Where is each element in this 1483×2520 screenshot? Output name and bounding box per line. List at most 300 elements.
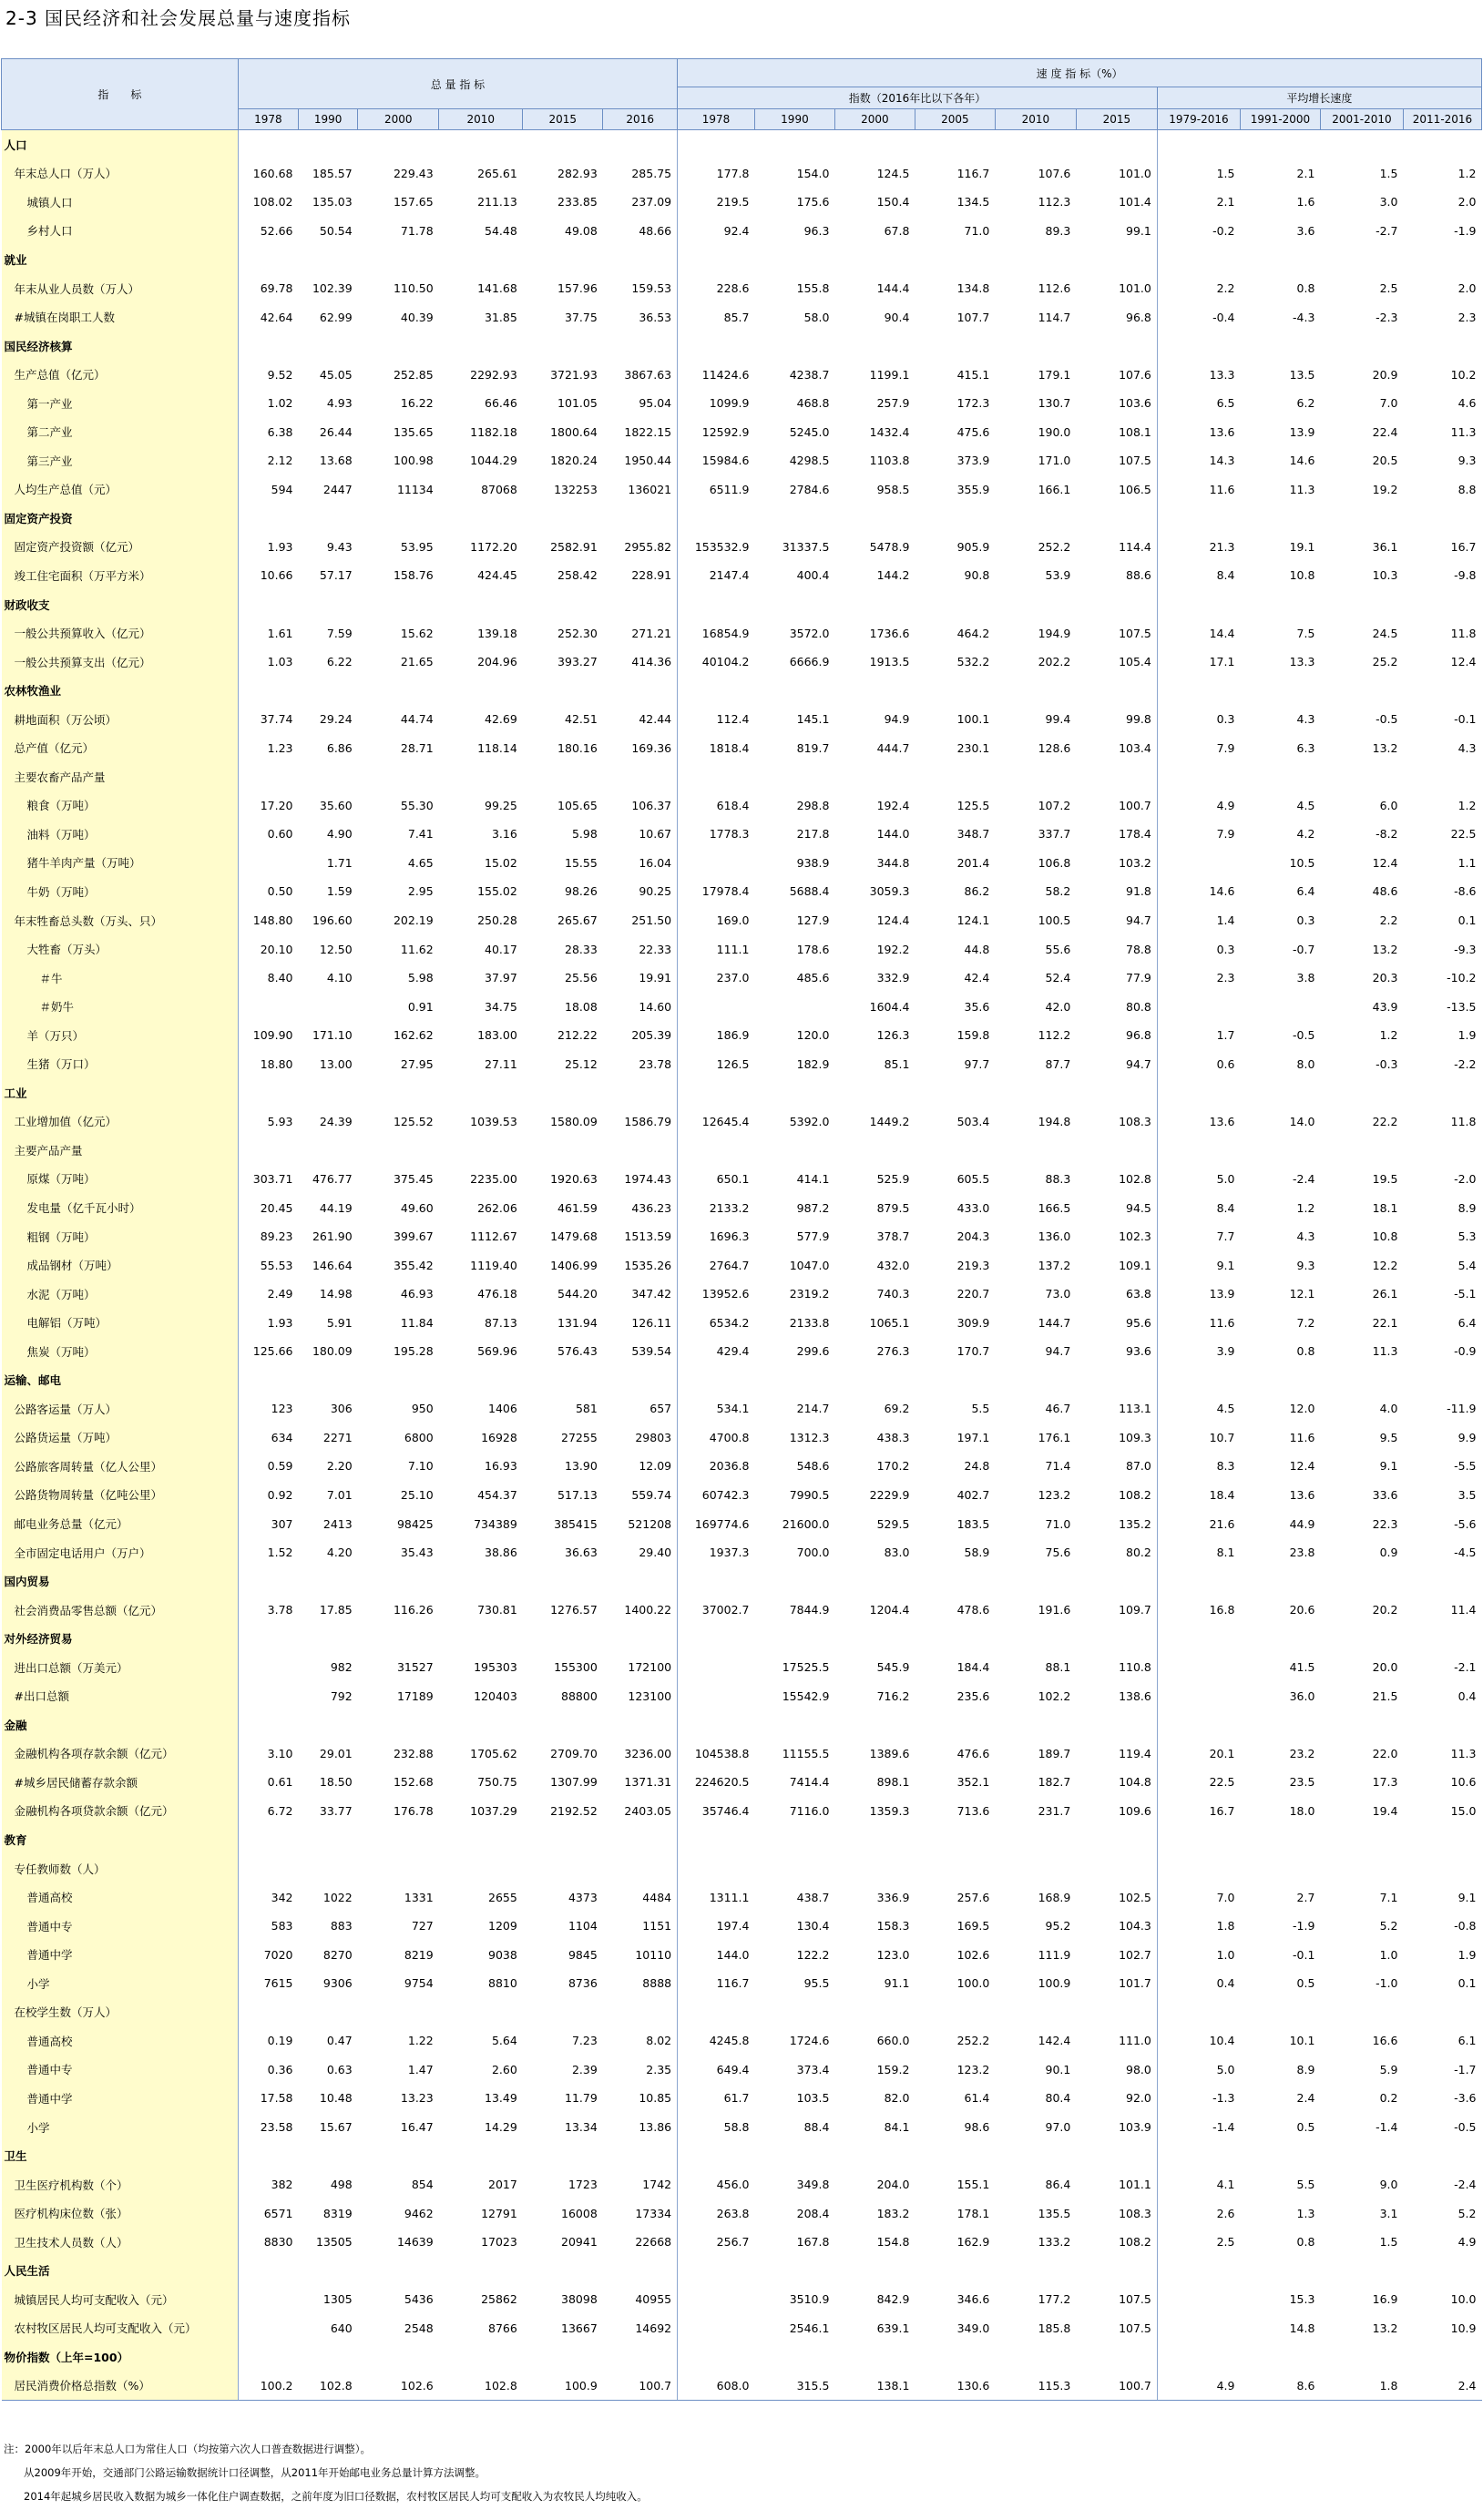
cell-value: 1099.9 [709, 396, 750, 411]
cell-value [523, 2141, 603, 2170]
cell-value: 17.3 [1372, 1775, 1398, 1790]
cell-value: -1.3 [1212, 2091, 1235, 2106]
cell-value [523, 1624, 603, 1653]
cell-value [678, 849, 755, 878]
cell-value [238, 1825, 298, 1854]
cell-value [603, 2256, 678, 2285]
cell-value [678, 2285, 755, 2314]
cell-value: 521208 [603, 1509, 678, 1538]
cell-value: 1406 [488, 1402, 517, 1416]
cell-value [299, 245, 358, 274]
cell-value [358, 2141, 439, 2170]
cell-value: 0.60 [267, 827, 293, 842]
table-row [2, 820, 1482, 849]
cell-value: 1406.99 [550, 1258, 598, 1272]
row-label: 第二产业 [2, 417, 239, 446]
cell-value: 16854.9 [701, 626, 750, 640]
cell-value: 93.6 [1076, 1337, 1157, 1366]
cell-value: 7.0 [1216, 1890, 1235, 1904]
cell-value [299, 1136, 358, 1165]
cell-value: -0.5 [1454, 2120, 1477, 2134]
cell-value [1240, 1710, 1320, 1740]
cell-value: 108.1 [1076, 417, 1157, 446]
cell-value: 13.2 [1372, 740, 1398, 755]
cell-value [1157, 1624, 1240, 1653]
row-label: 金融 [2, 1710, 239, 1740]
cell-value: 106.8 [1038, 855, 1071, 870]
cell-value [834, 1624, 915, 1653]
cell-value: 265.61 [477, 166, 517, 180]
cell-value: 37.74 [260, 712, 293, 727]
cell-value: 13.6 [1289, 1487, 1315, 1502]
cell-value: 399.67 [393, 1229, 434, 1244]
cell-value [439, 1710, 523, 1740]
cell-value: 92.0 [1076, 2084, 1157, 2113]
cell-value: 87.7 [1045, 1056, 1071, 1071]
cell-value: 15542.9 [782, 1689, 830, 1703]
cell-value: 177.2 [1038, 2292, 1071, 2307]
cell-value [238, 2314, 298, 2343]
cell-value: 3.8 [1296, 971, 1315, 985]
cell-value [915, 1854, 995, 1883]
cell-value: 232.88 [393, 1746, 434, 1760]
cell-value: 23.2 [1289, 1746, 1315, 1760]
cell-value: 170.7 [956, 1344, 990, 1359]
cell-value [523, 2342, 603, 2372]
row-label: 居民消费价格总指数（%） [2, 2372, 239, 2401]
cell-value: 282.93 [557, 166, 598, 180]
cell-value [439, 1566, 523, 1596]
cell-value: 123.0 [876, 1947, 910, 1962]
cell-value: 299.6 [796, 1344, 830, 1359]
cell-value: 10.1 [1289, 2034, 1315, 2048]
cell-value [238, 130, 298, 159]
row-label: 第三产业 [2, 446, 239, 475]
cell-value [995, 762, 1076, 791]
header-speed: 速 度 指 标（%） [678, 59, 1482, 87]
cell-value: 20.45 [260, 1200, 293, 1215]
cell-value: 352.1 [956, 1775, 990, 1790]
cell-value: -0.4 [1212, 310, 1235, 324]
cell-value: 0.1 [1457, 1976, 1477, 1991]
cell-value [678, 1566, 755, 1596]
cell-value [1320, 245, 1403, 274]
table-row [2, 1653, 1482, 1682]
cell-value: 27.11 [485, 1056, 517, 1071]
cell-value [523, 1710, 603, 1740]
header-year: 2010 [439, 109, 523, 130]
cell-value [915, 332, 995, 361]
cell-value: 649.4 [716, 2062, 750, 2076]
cell-value: 12645.4 [701, 1114, 750, 1128]
cell-value: 2.3 [1457, 310, 1477, 324]
cell-value: 4.5 [1216, 1402, 1235, 1416]
cell-value [1157, 1078, 1240, 1107]
cell-value: 126.5 [716, 1056, 750, 1071]
cell-value: 99.4 [1045, 712, 1071, 727]
cell-value: 154.0 [796, 166, 830, 180]
row-label: 年末总人口（万人） [2, 159, 239, 189]
cell-value: 1.03 [267, 655, 293, 669]
cell-value [754, 1854, 834, 1883]
cell-value: 14.0 [1289, 1114, 1315, 1128]
cell-value [754, 1825, 834, 1854]
cell-value: 100.7 [1076, 2372, 1157, 2401]
cell-value [754, 2141, 834, 2170]
cell-value [439, 762, 523, 791]
cell-value [299, 130, 358, 159]
table-row [2, 360, 1482, 389]
cell-value [358, 1366, 439, 1395]
row-label: 一般公共预算支出（亿元） [2, 648, 239, 677]
row-label: 卫生 [2, 2141, 239, 2170]
cell-value: 17334 [603, 2199, 678, 2228]
cell-value: 192.4 [876, 798, 910, 812]
cell-value: 108.2 [1076, 1481, 1157, 1510]
cell-value: 88800 [561, 1689, 598, 1703]
cell-value: 197.4 [716, 1919, 750, 1933]
cell-value: 96.3 [803, 223, 830, 238]
cell-value: 196.60 [312, 913, 353, 928]
cell-value [1240, 2342, 1320, 2372]
cell-value: 13.90 [565, 1459, 598, 1474]
cell-value: 125.66 [252, 1344, 293, 1359]
cell-value: 315.5 [754, 2372, 834, 2401]
cell-value: 13.86 [603, 2113, 678, 2142]
section-row [2, 1078, 1482, 1107]
cell-value: 40.17 [485, 942, 517, 956]
cell-value: 148.80 [252, 913, 293, 928]
header-year: 2010 [995, 109, 1076, 130]
cell-value: 11.4 [1450, 1603, 1477, 1617]
cell-value: 9.52 [267, 367, 293, 382]
section-row [2, 130, 1482, 159]
cell-value [603, 1078, 678, 1107]
cell-value: 250.28 [477, 913, 517, 928]
cell-value: 124.1 [956, 913, 990, 928]
cell-value [523, 504, 603, 533]
cell-value: 28.71 [400, 740, 434, 755]
cell-value: 144.7 [1038, 1315, 1071, 1330]
cell-value: 1.0 [1216, 1947, 1235, 1962]
cell-value: 11.62 [400, 942, 434, 956]
table-row [2, 1538, 1482, 1567]
cell-value: 1513.59 [603, 1222, 678, 1251]
cell-value [678, 1682, 755, 1711]
cell-value: 42.4 [964, 971, 990, 985]
cell-value: 1037.29 [470, 1803, 517, 1818]
cell-value [754, 245, 834, 274]
cell-value: 2.39 [571, 2062, 598, 2076]
cell-value: 5436 [404, 2292, 434, 2307]
cell-value: 2.1 [1216, 195, 1235, 209]
cell-value: 228.91 [603, 561, 678, 590]
header-year: 2015 [523, 109, 603, 130]
cell-value [1404, 1366, 1482, 1395]
cell-value: 9.9 [1457, 1430, 1477, 1444]
cell-value [1240, 1624, 1320, 1653]
cell-value: 36.63 [565, 1546, 598, 1560]
cell-value [1404, 1136, 1482, 1165]
cell-value: 1535.26 [603, 1250, 678, 1280]
cell-value: 8888 [603, 1969, 678, 1998]
cell-value: 1209 [488, 1919, 517, 1933]
cell-value: 285.75 [603, 159, 678, 189]
cell-value: 22.0 [1372, 1746, 1398, 1760]
cell-value [523, 1136, 603, 1165]
table-row [2, 2372, 1482, 2401]
table-row [2, 2228, 1482, 2257]
cell-value: -1.7 [1454, 2062, 1477, 2076]
cell-value: 375.45 [393, 1171, 434, 1186]
header-total: 总 量 指 标 [238, 59, 677, 109]
cell-value: 102.7 [1076, 1940, 1157, 1969]
cell-value: 100.9 [1038, 1976, 1071, 1991]
cell-value: -1.9 [1293, 1919, 1315, 1933]
cell-value: 15.55 [565, 855, 598, 870]
cell-value: 2229.9 [869, 1487, 910, 1502]
cell-value: 214.7 [796, 1402, 830, 1416]
cell-value: 634 [271, 1430, 293, 1444]
cell-value [439, 245, 523, 274]
cell-value: 1.93 [267, 539, 293, 554]
cell-value: 88.6 [1076, 561, 1157, 590]
cell-value [995, 2342, 1076, 2372]
cell-value [995, 590, 1076, 619]
cell-value [1240, 2141, 1320, 2170]
cell-value: 71.0 [1045, 1516, 1071, 1531]
cell-value: 100.9 [523, 2372, 603, 2401]
header-year: 1990 [754, 109, 834, 130]
cell-value: 0.3 [1296, 913, 1315, 928]
cell-value: 237.0 [716, 971, 750, 985]
cell-value: 40.39 [400, 310, 434, 324]
cell-value: 7414.4 [789, 1775, 830, 1790]
cell-value: 111.0 [1076, 2026, 1157, 2056]
cell-value: 529.5 [876, 1516, 910, 1531]
cell-value: 11.6 [1209, 1315, 1235, 1330]
cell-value: 252.2 [956, 2034, 990, 2048]
table-row [2, 1797, 1482, 1826]
cell-value: 124.5 [876, 166, 910, 180]
cell-value [678, 2342, 755, 2372]
cell-value: 1.2 [1457, 798, 1477, 812]
cell-value: 27.95 [400, 1056, 434, 1071]
cell-value [754, 332, 834, 361]
cell-value: 169774.6 [694, 1516, 750, 1531]
cell-value [238, 2141, 298, 2170]
cell-value: 958.5 [876, 482, 910, 496]
cell-value: 175.6 [796, 195, 830, 209]
cell-value: 13.2 [1372, 942, 1398, 956]
cell-value [1157, 1653, 1240, 1682]
cell-value: 109.90 [252, 1028, 293, 1043]
cell-value: 157.96 [557, 281, 598, 295]
cell-value: 5.93 [267, 1114, 293, 1128]
cell-value: 132253 [554, 482, 598, 496]
cell-value: 204.3 [956, 1229, 990, 1244]
cell-value: 178.4 [1076, 820, 1157, 849]
row-label: 固定资产投资额（亿元） [2, 533, 239, 562]
cell-value [238, 1682, 298, 1711]
cell-value: 144.2 [876, 568, 910, 583]
cell-value [754, 1624, 834, 1653]
cell-value: 176.78 [393, 1803, 434, 1818]
cell-value: 2.35 [603, 2056, 678, 2085]
cell-value: 96.8 [1076, 302, 1157, 332]
cell-value [1157, 849, 1240, 878]
cell-value: 2403.05 [603, 1797, 678, 1826]
cell-value: 1822.15 [603, 417, 678, 446]
header-index: 指数（2016年比以下各年） [678, 87, 1158, 109]
cell-value: 103.6 [1076, 389, 1157, 418]
cell-value: 217.8 [796, 827, 830, 842]
cell-value: 11.3 [1450, 1746, 1477, 1760]
cell-value: 1065.1 [869, 1315, 910, 1330]
cell-value: 169.0 [716, 913, 750, 928]
cell-value [299, 590, 358, 619]
cell-value: 475.6 [956, 424, 990, 439]
cell-value: 90.4 [884, 310, 910, 324]
cell-value: 135.03 [312, 195, 353, 209]
cell-value: 9845 [568, 1947, 598, 1962]
cell-value: 1151 [603, 1912, 678, 1941]
cell-value: 135.5 [1038, 2206, 1071, 2220]
cell-value: 355.42 [393, 1258, 434, 1272]
cell-value: 183.00 [477, 1028, 517, 1043]
cell-value: 3236.00 [603, 1740, 678, 1769]
cell-value: 130.6 [915, 2372, 995, 2401]
row-label: 农林牧渔业 [2, 676, 239, 705]
section-row [2, 1710, 1482, 1740]
cell-value: 7.9 [1216, 740, 1235, 755]
cell-value: 138.6 [1076, 1682, 1157, 1711]
cell-value: 2413 [322, 1516, 353, 1531]
cell-value: 879.5 [876, 1200, 910, 1215]
cell-value: 40955 [603, 2285, 678, 2314]
cell-value [834, 245, 915, 274]
cell-value: 26.44 [319, 424, 353, 439]
cell-value: 44.19 [319, 1200, 353, 1215]
cell-value: 581 [575, 1402, 598, 1416]
cell-value: 95.04 [603, 389, 678, 418]
cell-value: 4238.7 [789, 367, 830, 382]
cell-value: 42.64 [260, 310, 293, 324]
cell-value: 205.39 [603, 1021, 678, 1050]
cell-value: 44.8 [964, 942, 990, 956]
cell-value: 8270 [322, 1947, 353, 1962]
cell-value: 2.2 [1379, 913, 1398, 928]
row-label: 普通中学 [2, 1940, 239, 1969]
cell-value: 337.7 [1038, 827, 1071, 842]
section-row [2, 1566, 1482, 1596]
cell-value: 1311.1 [709, 1890, 750, 1904]
page-title: 2-3 国民经济和社会发展总量与速度指标 [5, 7, 352, 29]
row-label: 城镇人口 [2, 188, 239, 217]
cell-value: 2.4 [1404, 2372, 1482, 2401]
cell-value: 271.21 [603, 618, 678, 648]
cell-value [1320, 1825, 1403, 1854]
cell-value: 454.37 [477, 1487, 517, 1502]
cell-value: 4373 [568, 1890, 598, 1904]
cell-value: 78.8 [1076, 934, 1157, 964]
cell-value: 7.7 [1216, 1229, 1235, 1244]
cell-value: 730.81 [477, 1603, 517, 1617]
cell-value [439, 130, 523, 159]
cell-value: 182.9 [796, 1056, 830, 1071]
row-label: 金融机构各项贷款余额（亿元） [2, 1797, 239, 1826]
cell-value [238, 1078, 298, 1107]
cell-value: 102.8 [1076, 1165, 1157, 1194]
cell-value: 0.4 [1216, 1976, 1235, 1991]
row-label: 电解铝（万吨） [2, 1308, 239, 1337]
cell-value [299, 1710, 358, 1740]
cell-value: 1.71 [326, 855, 353, 870]
cell-value [1240, 762, 1320, 791]
cell-value: 107.2 [1038, 798, 1071, 812]
cell-value: 11.79 [565, 2091, 598, 2106]
cell-value: 112.3 [1038, 195, 1071, 209]
cell-value: 10.0 [1450, 2292, 1477, 2307]
cell-value: 415.1 [956, 367, 990, 382]
table-row [2, 159, 1482, 189]
cell-value: 103.2 [1076, 849, 1157, 878]
table-row [2, 188, 1482, 217]
cell-value: 1.52 [267, 1546, 293, 1560]
cell-value: 46.7 [1045, 1402, 1071, 1416]
cell-value: 342 [271, 1890, 293, 1904]
cell-value: 108.02 [252, 195, 293, 209]
cell-value: 1.8 [1320, 2372, 1403, 2401]
cell-value: 11.8 [1450, 1114, 1477, 1128]
cell-value: 10.67 [603, 820, 678, 849]
cell-value: 12.50 [319, 942, 353, 956]
cell-value: 15.3 [1289, 2292, 1315, 2307]
cell-value: 6.4 [1296, 884, 1315, 899]
cell-value [1240, 2256, 1320, 2285]
cell-value: 8.9 [1296, 2062, 1315, 2076]
cell-value: 190.0 [1038, 424, 1071, 439]
cell-value: 219.5 [716, 195, 750, 209]
row-label: 城镇居民人均可支配收入（元） [2, 2285, 239, 2314]
cell-value [299, 676, 358, 705]
cell-value: 258.42 [557, 568, 598, 583]
cell-value: 525.9 [876, 1171, 910, 1186]
cell-value: 28.33 [565, 942, 598, 956]
cell-value: 5.5 [971, 1402, 990, 1416]
header-year: 1979-2016 [1157, 109, 1240, 130]
cell-value: 71.4 [1045, 1459, 1071, 1474]
cell-value: 98.6 [964, 2120, 990, 2134]
cell-value: 178.6 [796, 942, 830, 956]
cell-value: 12592.9 [701, 424, 750, 439]
cell-value: 503.4 [956, 1114, 990, 1128]
cell-value: 16008 [561, 2206, 598, 2220]
cell-value: 87068 [481, 482, 517, 496]
cell-value: 13.23 [400, 2091, 434, 2106]
row-label: #出口总额 [2, 1682, 239, 1711]
cell-value: 1.9 [1457, 1028, 1477, 1043]
cell-value: 1604.4 [869, 999, 910, 1014]
section-row [2, 590, 1482, 619]
cell-value: 235.6 [956, 1689, 990, 1703]
cell-value: 155.8 [796, 281, 830, 295]
cell-value: 33.6 [1372, 1487, 1398, 1502]
header-year: 2000 [358, 109, 439, 130]
cell-value: 6.72 [267, 1803, 293, 1818]
cell-value: 3.78 [267, 1603, 293, 1617]
cell-value: 13.3 [1289, 655, 1315, 669]
